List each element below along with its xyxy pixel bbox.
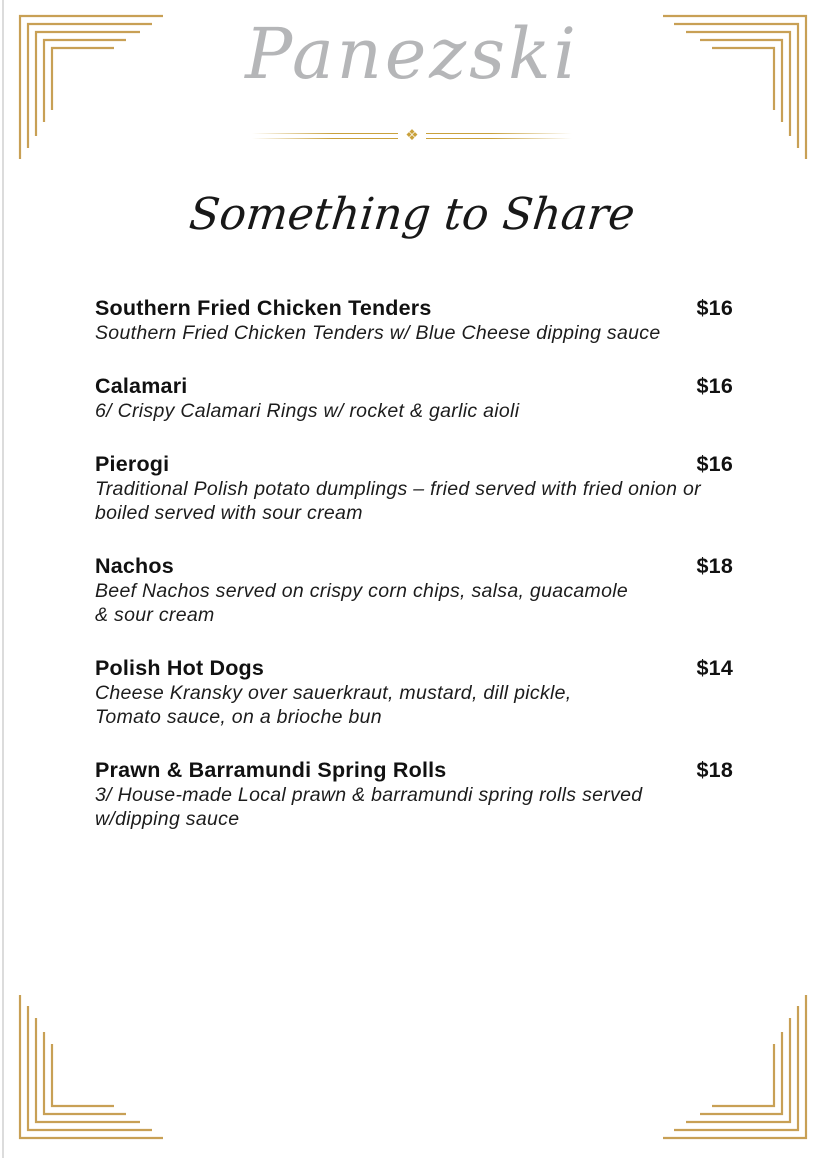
item-description-line: 3/ House-made Local prawn & barramundi spring rolls served [95, 784, 643, 806]
corner-lines-icon-bottom-left [16, 994, 164, 1142]
corner-lines-icon-top-left [16, 12, 164, 160]
item-description-line: & sour cream [95, 604, 215, 626]
corner-lines-icon-top-right [662, 12, 810, 160]
item-price: $16 [696, 296, 733, 320]
item-price: $18 [696, 758, 733, 782]
menu-item [95, 451, 733, 525]
cross-diamond-ornament-icon: ❖ [405, 126, 419, 144]
corner-lines-icon-bottom-right [662, 994, 810, 1142]
menu-item [95, 295, 733, 345]
brand-logo: Panezski [245, 13, 579, 95]
menu-item [95, 553, 733, 627]
item-price: $18 [696, 554, 733, 578]
divider-line-left [252, 133, 398, 139]
menu-item [95, 655, 733, 729]
menu-item [95, 373, 733, 423]
item-name: Nachos [95, 554, 174, 578]
header-divider [252, 128, 572, 143]
item-description-line: boiled served with sour cream [95, 502, 363, 524]
page-edge-line [2, 0, 4, 1158]
divider-line-right [426, 133, 572, 139]
item-description-line: Traditional Polish potato dumplings – fried served with fried onion or [95, 478, 701, 500]
item-price: $16 [696, 374, 733, 398]
item-name: Calamari [95, 374, 188, 398]
item-name: Pierogi [95, 452, 170, 476]
item-description-line: w/dipping sauce [95, 808, 240, 830]
item-description-line: Southern Fried Chicken Tenders w/ Blue Cheese dipping sauce [95, 322, 661, 344]
item-name: Prawn & Barramundi Spring Rolls [95, 758, 447, 782]
item-description-line: Cheese Kransky over sauerkraut, mustard, dill pickle, [95, 682, 572, 704]
item-name: Southern Fried Chicken Tenders [95, 296, 432, 320]
item-description-line: Tomato sauce, on a brioche bun [95, 706, 382, 728]
menu-item [95, 757, 733, 831]
item-price: $14 [696, 656, 733, 680]
item-price: $16 [696, 452, 733, 476]
item-description-line: Beef Nachos served on crispy corn chips, salsa, guacamole [95, 580, 629, 602]
item-description-line: 6/ Crispy Calamari Rings w/ rocket & garlic aioli [95, 400, 520, 422]
item-name: Polish Hot Dogs [95, 656, 265, 680]
menu-list [95, 295, 733, 831]
section-title: Something to Share [186, 189, 638, 240]
